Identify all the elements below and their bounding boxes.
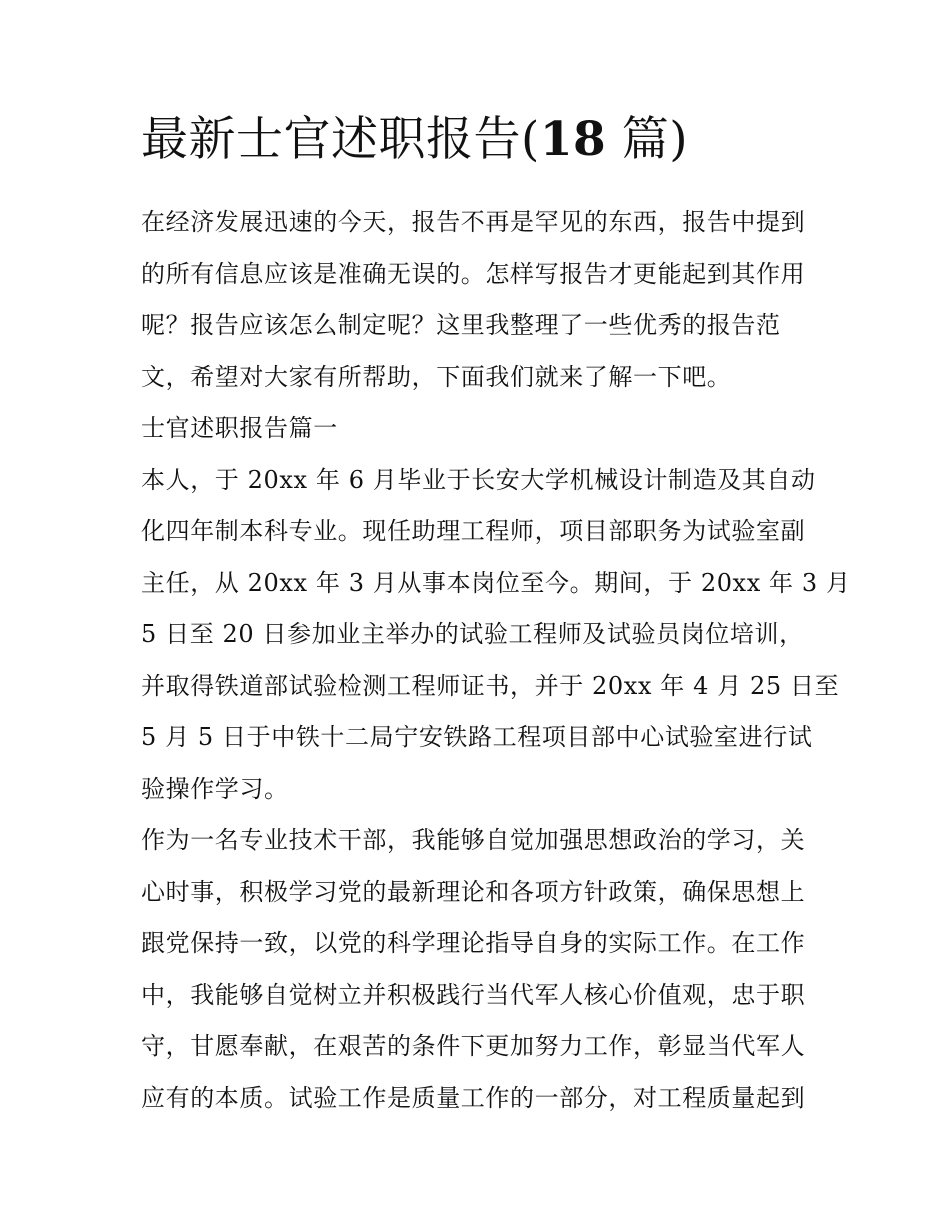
- text-line: 中，我能够自觉树立并积极践行当代军人核心价值观，忠于职: [141, 980, 806, 1009]
- text-line: 文，希望对大家有所帮助，下面我们就来了解一下吧。: [141, 362, 732, 391]
- text-line: 呢？报告应该怎么制定呢？这里我整理了一些优秀的报告范: [141, 311, 781, 339]
- text-line: 化四年制本科专业。现任助理工程师，项目部职务为试验室副: [141, 517, 806, 545]
- text-line: 心时事，积极学习党的最新理论和各项方针政策，确保思想上: [141, 877, 806, 906]
- text-line: 跟党保持一致，以党的科学理论指导自身的实际工作。在工作: [141, 929, 806, 957]
- text-line: 在经济发展迅速的今天，报告不再是罕见的东西，报告中提到: [141, 208, 806, 236]
- text-line: 并取得铁道部试验检测工程师证书，并于 20xx 年 4 月 25 日至: [141, 671, 840, 700]
- document-body: [141, 200, 851, 1127]
- text-line: 5 月 5 日于中铁十二局宁安铁路工程项目部中心试验室进行试: [141, 723, 813, 751]
- title-count: 18: [539, 112, 607, 167]
- title-suffix: 篇): [606, 112, 689, 167]
- text-line: 守，甘愿奉献，在艰苦的条件下更加努力工作，彰显当代军人: [141, 1032, 806, 1060]
- title-text: 最新士官述职报告(: [141, 112, 540, 167]
- text-line: 验操作学习。: [141, 774, 289, 803]
- text-line: 的所有信息应该是准确无误的。怎样写报告才更能起到其作用: [141, 259, 806, 288]
- text-line: 应有的本质。试验工作是质量工作的一部分，对工程质量起到: [141, 1083, 806, 1112]
- section-heading: 士官述职报告篇一: [141, 414, 338, 442]
- text-line: 本人，于 20xx 年 6 月毕业于长安大学机械设计制造及其自动: [141, 465, 816, 494]
- text-line: 作为一名专业技术干部，我能够自觉加强思想政治的学习，关: [141, 826, 806, 854]
- document-title: [141, 112, 688, 168]
- text-line: 5 日至 20 日参加业主举办的试验工程师及试验员岗位培训，: [141, 620, 804, 648]
- text-line: 主任，从 20xx 年 3 月从事本岗位至今。期间，于 20xx 年 3 月: [141, 568, 851, 597]
